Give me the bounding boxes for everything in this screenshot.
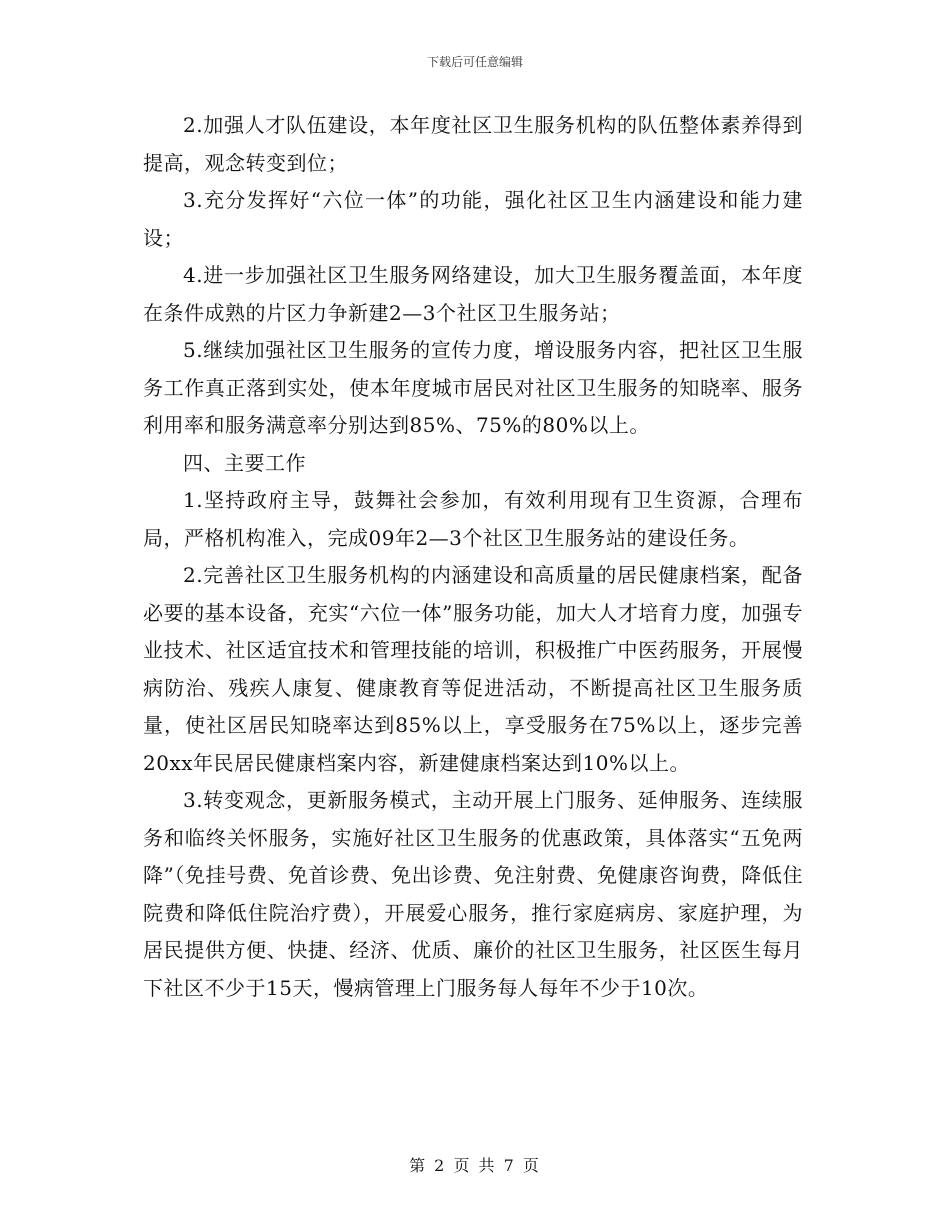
paragraph-goal-5: 5.继续加强社区卫生服务的宣传力度，增设服务内容，把社区卫生服务工作真正落到实处，使本年度城市居民对社区卫生服务的知晓率、服务利用率和服务满意率分别达到85%、75%的80%以上。 [143,338,803,437]
paragraph-goal-3: 3.充分发挥好“六位一体”的功能，强化社区卫生内涵建设和能力建设； [143,188,803,250]
paragraph-goal-2: 2.加强人才队伍建设，本年度社区卫生服务机构的队伍整体素养得到提高，观念转变到位； [143,113,803,175]
paragraph-work-1: 1.坚持政府主导，鼓舞社会参加，有效利用现有卫生资源，合理布局，严格机构准入，完成09年2—3个社区卫生服务站的建设任务。 [143,488,803,550]
paragraph-work-3: 3.转变观念，更新服务模式，主动开展上门服务、延伸服务、连续服务和临终关怀服务，实施好社区卫生服务的优惠政策，具体落实“五免两降”（免挂号费、免首诊费、免出诊费、免注射费、免健康咨询费，降低住院费和降低住院治疗费），开展爱心服务，推行家庭病房、家庭护理，为居民提供方便、快捷、经济、优质、廉价的社区卫生服务，社区医生每月下社区不少于15天，慢病管理上门服务每人每年不少于10次。 [143,788,803,1000]
page-header-note: 下载后可任意编辑 [426,55,523,69]
page-number-footer: 第 2 页 共 7 页 [409,1156,541,1175]
section-heading-main-work: 四、主要工作 [183,450,306,475]
document-body [143,107,803,1007]
paragraph-goal-4: 4.进一步加强社区卫生服务网络建设，加大卫生服务覆盖面，本年度在条件成熟的片区力争新建2—3个社区卫生服务站； [143,263,803,325]
paragraph-work-2: 2.完善社区卫生服务机构的内涵建设和高质量的居民健康档案，配备必要的基本设备，充实“六位一体”服务功能，加大人才培育力度，加强专业技术、社区适宜技术和管理技能的培训，积极推广中医药服务，开展慢病防治、残疾人康复、健康教育等促进活动，不断提高社区卫生服务质量，使社区居民知晓率达到85%以上，享受服务在75%以上，逐步完善20xx年民居民健康档案内容，新建健康档案达到10%以上。 [143,563,803,775]
